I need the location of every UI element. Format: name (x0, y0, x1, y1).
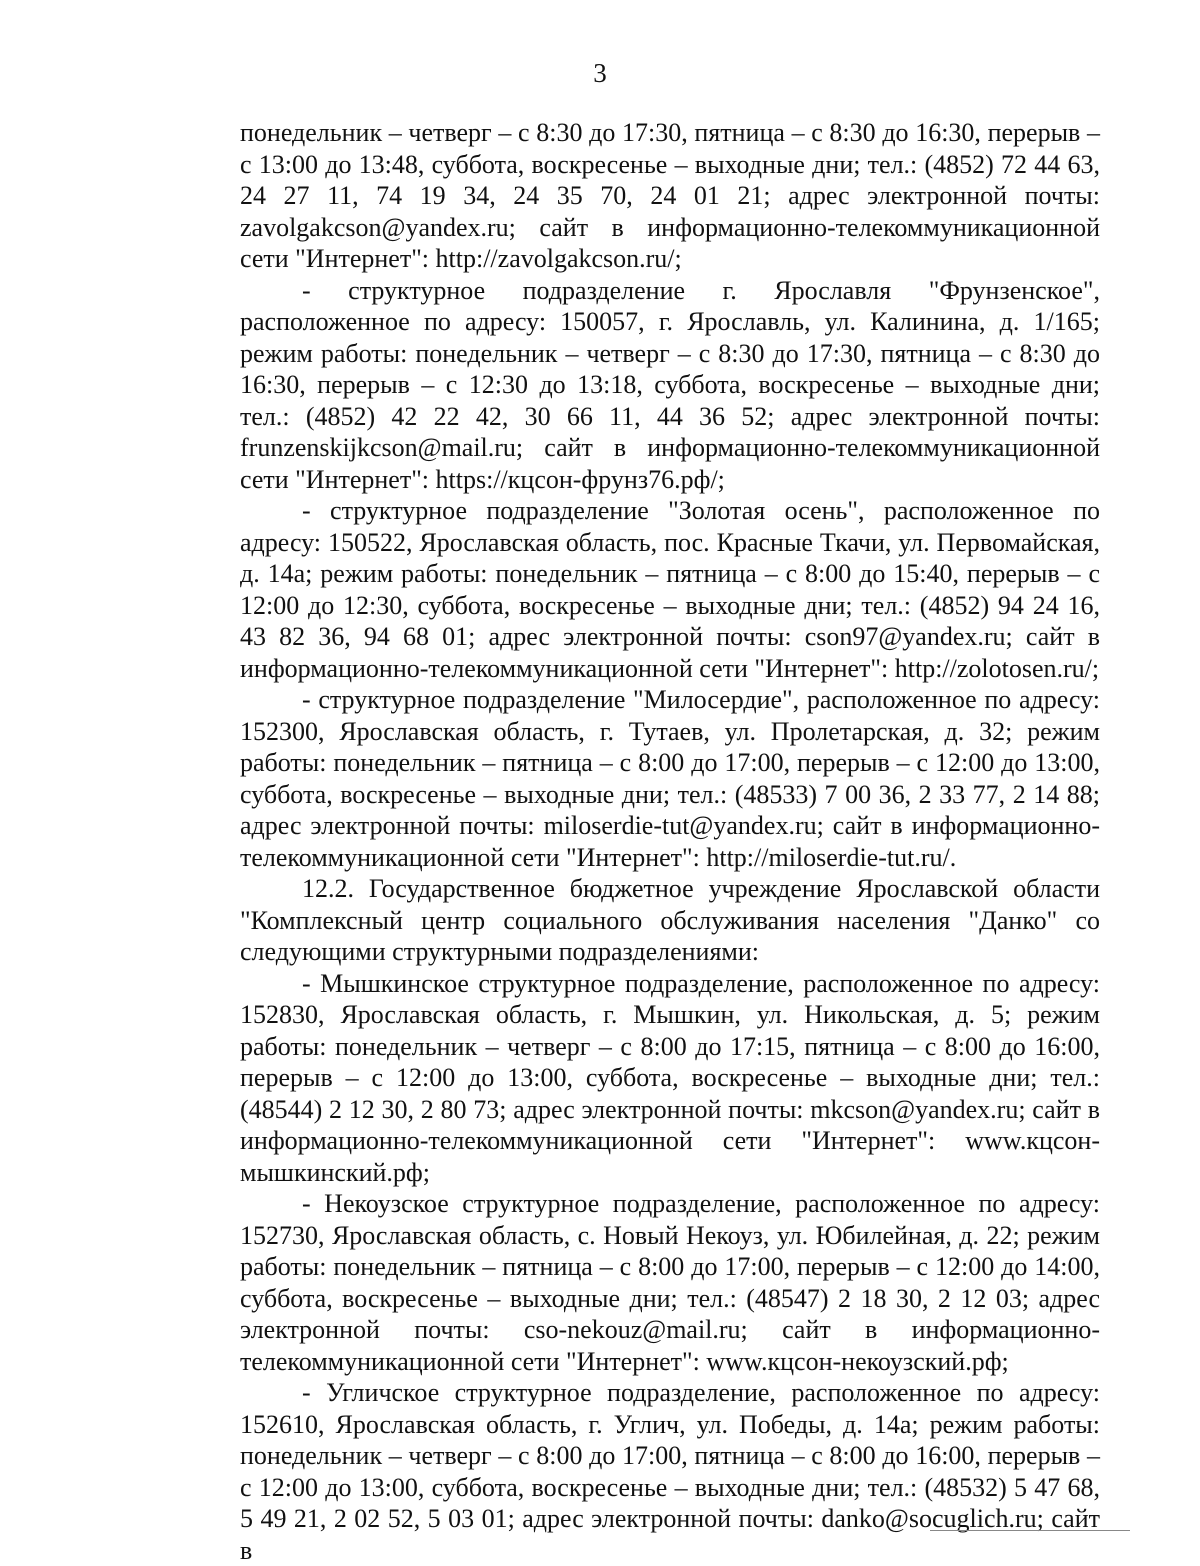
paragraph-section-12-2: 12.2. Государственное бюджетное учреждение Ярославской области "Комплексный центр социального обслуживания населения "Данко" со следующими структурными подразделениями: (240, 874, 1100, 966)
paragraph-myshkinskoe: - Мышкинское структурное подразделение, расположенное по адресу: 152830, Ярославская область, г. Мышкин, ул. Никольская, д. 5; режим работы: понедельник – четверг – с 8:00 до 17:15, пятница – с 8:00 до 16:00, перерыв – с 12:00 до 13:00, суббота, воскресенье – выходные дни; тел.: (48544) 2 12 30, 2 80 73; адрес электронной почты: mkcson@yandex.ru; сайт в информационно-телекоммуникационной сети "Интернет": www.кцсон-мышкинский.рф; (240, 968, 1100, 1187)
paragraph-zolotaya-osen: - структурное подразделение "Золотая осень", расположенное по адресу: 150522, Ярославская область, пос. Красные Ткачи, ул. Первомайская, д. 14а; режим работы: понедельник – пятница – с 8:00 до 15:40, перерыв – с 12:00 до 12:30, суббота, воскресенье – выходные дни; тел.: (4852) 94 24 16, 43 82 36, 94 68 01; адрес электронной почты: cson97@yandex.ru; сайт в информационно-телекоммуникационной сети "Интернет": http://zolotosen.ru/; (240, 496, 1100, 683)
footer-rule (930, 1530, 1130, 1531)
paragraph-miloserdie: - структурное подразделение "Милосердие", расположенное по адресу: 152300, Ярославская область, г. Тутаев, ул. Пролетарская, д. 32; режим работы: понедельник – пятница – с 8:00 до 17:00, перерыв – с 12:00 до 13:00, суббота, воскресенье – выходные дни; тел.: (48533) 7 00 36, 2 33 77, 2 14 88; адрес электронной почты: miloserdie-tut@yandex.ru; сайт в информационно-телекоммуникационной сети "Интернет": http://miloserdie-tut.ru/. (240, 685, 1100, 872)
paragraph-nekouzskoe: - Некоузское структурное подразделение, расположенное по адресу: 152730, Ярославская область, с. Новый Некоуз, ул. Юбилейная, д. 22; режим работы: понедельник – пятница – с 8:00 до 17:00, перерыв – с 12:00 до 14:00, суббота, воскресенье – выходные дни; тел.: (48547) 2 18 30, 2 12 03; адрес электронной почты: cso-nekouz@mail.ru; сайт в информационно-телекоммуникационной сети "Интернет": www.кцсон-некоузский.рф; (240, 1189, 1100, 1376)
paragraph-frunzenskoe: - структурное подразделение г. Ярославля "Фрунзенское", расположенное по адресу: 150057, г. Ярославль, ул. Калинина, д. 1/165; режим работы: понедельник – четверг – с 8:30 до 17:30, пятница – с 8:30 до 16:30, перерыв – с 12:30 до 13:18, суббота, воскресенье – выходные дни; тел.: (4852) 42 22 42, 30 66 11, 44 36 52; адрес электронной почты: frunzenskijkcson@mail.ru; сайт в информационно-телекоммуникационной сети "Интернет": https://кцсон-фрунз76.рф/; (240, 275, 1100, 494)
paragraph-zavolzhskoe-continuation: понедельник – четверг – с 8:30 до 17:30, пятница – с 8:30 до 16:30, перерыв – с 13:00 до 13:48, суббота, воскресенье – выходные дни; тел.: (4852) 72 44 63, 24 27 11, 74 19 34, 24 35 70, 24 01 21; адрес электронной почты: zavolgakcson@yandex.ru; сайт в информационно-телекоммуникационной сети "Интернет": http://zavolgakcson.ru/; (240, 118, 1100, 273)
document-body (240, 117, 1100, 1566)
paragraph-uglichskoe: - Угличское структурное подразделение, расположенное по адресу: 152610, Ярославская область, г. Углич, ул. Победы, д. 14а; режим работы: понедельник – четверг – с 8:00 до 17:00, пятница – с 8:00 до 16:00, перерыв – с 12:00 до 13:00, суббота, воскресенье – выходные дни; тел.: (48532) 5 47 68, 5 49 21, 2 02 52, 5 03 01; адрес электронной почты: danko@socuglich.ru; сайт в (240, 1378, 1100, 1565)
page-number: 3 (593, 58, 607, 88)
